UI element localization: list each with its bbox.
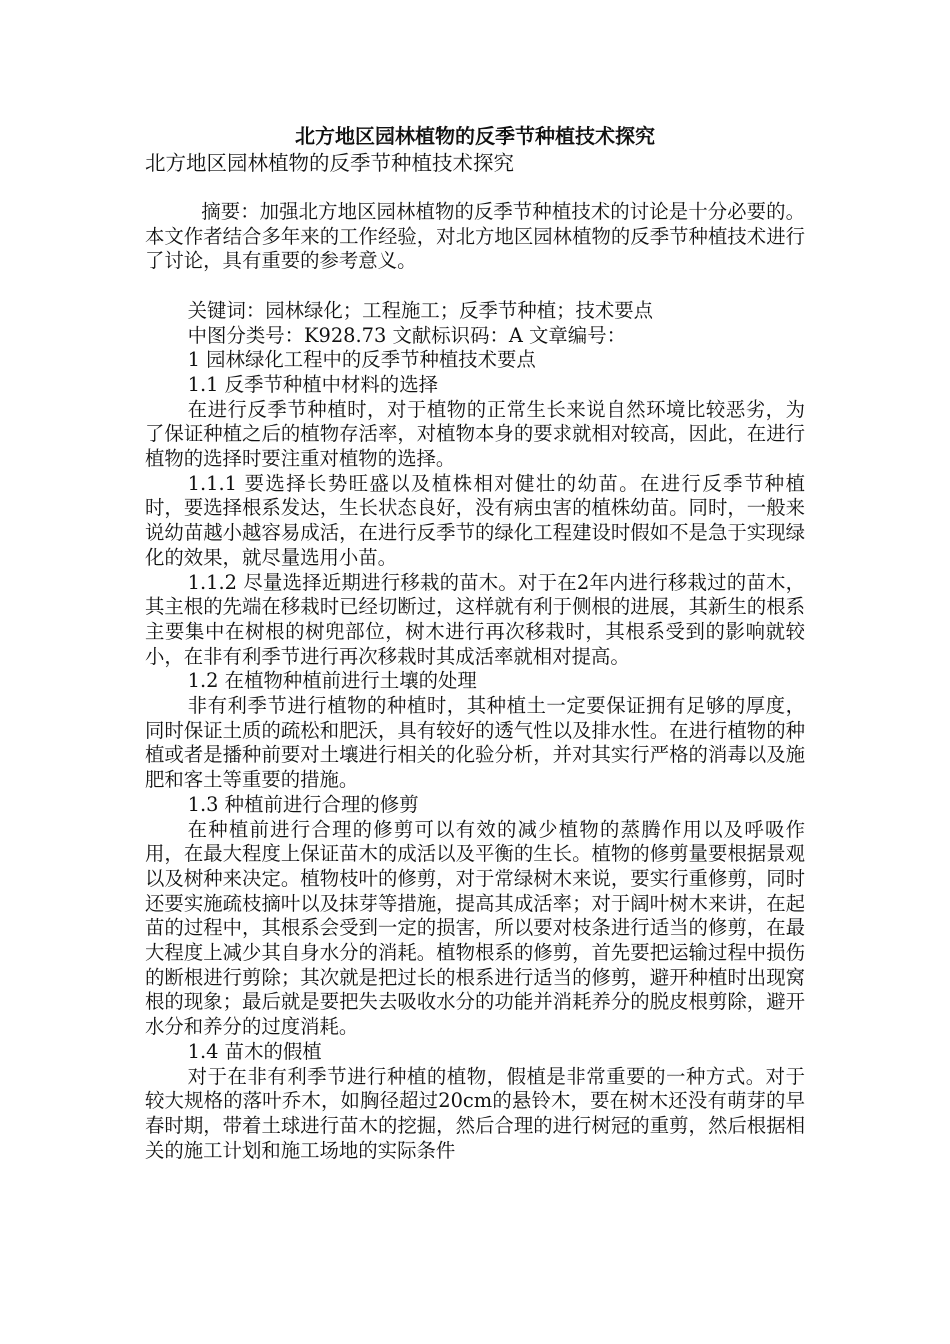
paragraph-1-1-2: 1.1.2 尽量选择近期进行移栽的苗木。对于在2年内进行移栽过的苗木，其主根的先端在移栽时已经切断过，这样就有利于侧根的进展，其新生的根系主要集中在树根的树兜部位，树木进行再次移栽时，其根系受到的影响就较小，在非有利季节进行再次移栽时其成活率就相对提高。	[145, 570, 805, 668]
paragraph-1-3: 在种植前进行合理的修剪可以有效的减少植物的蒸腾作用以及呼吸作用，在最大程度上保证苗木的成活以及平衡的生长。植物的修剪量要根据景观以及树种来决定。植物枝叶的修剪，对于常绿树木来说，要实行重修剪，同时还要实施疏枝摘叶以及抹芽等措施，提高其成活率；对于阔叶树木来讲，在起苗的过程中，其根系会受到一定的损害，所以要对枝条进行适当的修剪，在最大程度上减少其自身水分的消耗。植物根系的修剪，首先要把运输过程中损伤的断根进行剪除；其次就是把过长的根系进行适当的修剪，避开种植时出现窝根的现象；最后就是要把失去吸收水分的功能并消耗养分的脱皮根剪除，避开水分和养分的过度消耗。	[145, 817, 805, 1039]
paragraph-1-1-1: 1.1.1 要选择长势旺盛以及植株相对健壮的幼苗。在进行反季节种植时，要选择根系发达，生长状态良好，没有病虫害的植株幼苗。同时，一般来说幼苗越小越容易成活，在进行反季节的绿化工程建设时假如不是急于实现绿化的效果，就尽量选用小苗。	[145, 471, 805, 569]
classification-line: 中图分类号：K928.73 文献标识码：A 文章编号：	[187, 323, 626, 347]
document-subtitle: 北方地区园林植物的反季节种植技术探究	[145, 151, 514, 175]
section-heading-1: 1 园林绿化工程中的反季节种植技术要点	[187, 348, 536, 372]
paragraph-1-4: 对于在非有利季节进行种植的植物，假植是非常重要的一种方式。对于较大规格的落叶乔木，如胸径超过20cm的悬铃木，要在树木还没有萌芽的早春时期，带着土球进行苗木的挖掘，然后合理的进行树冠的重剪，然后根据相关的施工计划和施工场地的实际条件	[145, 1064, 805, 1162]
document-title: 北方地区园林植物的反季节种植技术探究	[295, 124, 655, 148]
section-heading-1-1: 1.1 反季节种植中材料的选择	[187, 372, 438, 396]
section-heading-1-3: 1.3 种植前进行合理的修剪	[187, 792, 419, 816]
section-heading-1-2: 1.2 在植物种植前进行土壤的处理	[187, 669, 477, 693]
document-body	[145, 200, 805, 1163]
paragraph-gap	[145, 274, 805, 299]
paragraph-1-1: 在进行反季节种植时，对于植物的正常生长来说自然环境比较恶劣，为了保证种植之后的植物存活率，对植物本身的要求就相对较高，因此，在进行植物的选择时要注重对植物的选择。	[145, 397, 805, 471]
keywords-line: 关键词：园林绿化；工程施工；反季节种植；技术要点	[187, 298, 654, 322]
paragraph-1-2: 非有利季节进行植物的种植时，其种植土一定要保证拥有足够的厚度，同时保证土质的疏松和肥沃，具有较好的透气性以及排水性。在进行植物的种植或者是播种前要对土壤进行相关的化验分析，并对其实行严格的消毒以及施肥和客土等重要的措施。	[145, 694, 805, 792]
abstract-paragraph: 摘要：加强北方地区园林植物的反季节种植技术的讨论是十分必要的。本文作者结合多年来的工作经验，对北方地区园林植物的反季节种植技术进行了讨论，具有重要的参考意义。	[145, 200, 805, 273]
section-heading-1-4: 1.4 苗木的假植	[187, 1039, 322, 1063]
